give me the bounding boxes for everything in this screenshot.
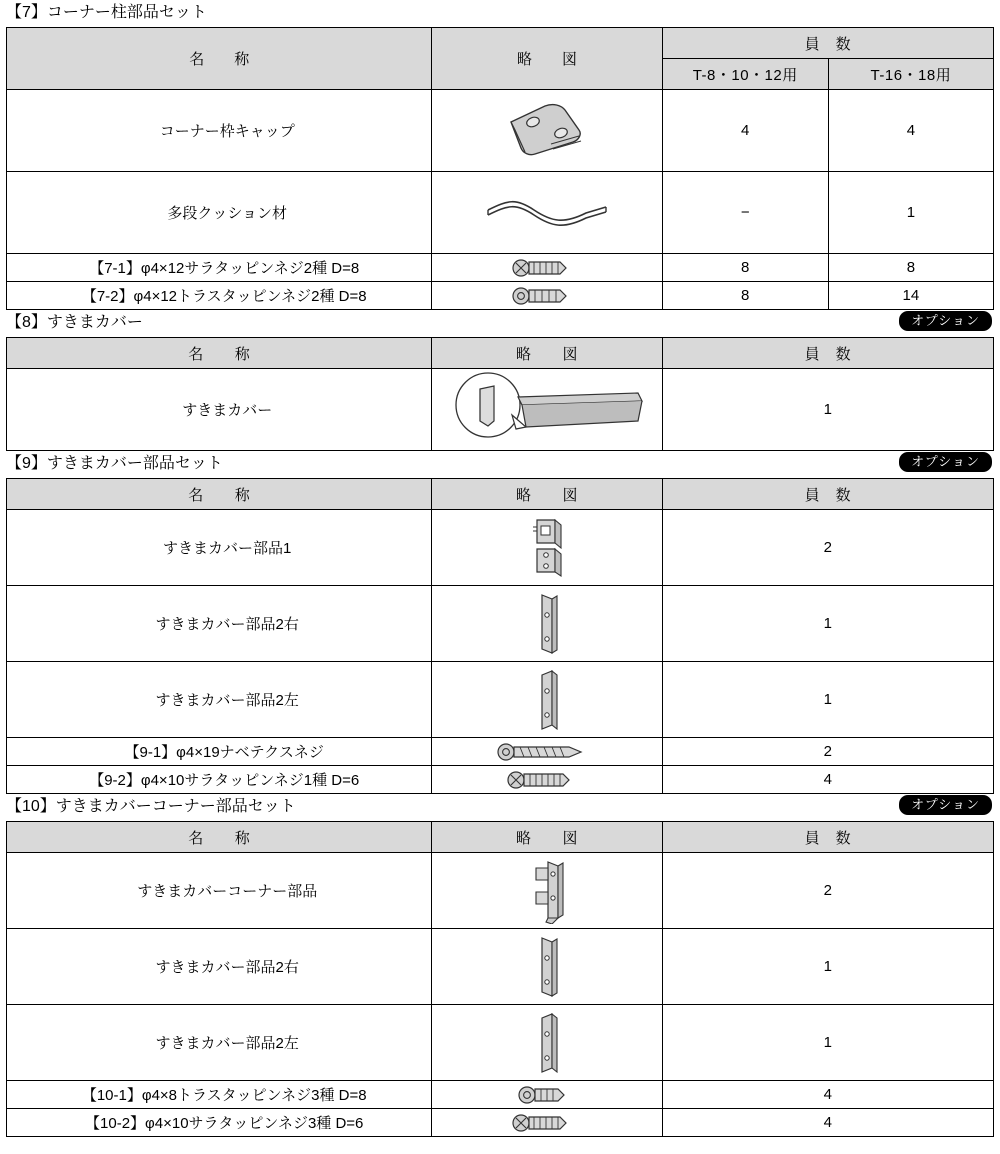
part-qty: 2 bbox=[662, 510, 993, 586]
part-qty-t8: 8 bbox=[662, 254, 828, 282]
part-qty: 2 bbox=[662, 853, 993, 929]
col-header-name: 名 称 bbox=[7, 479, 432, 510]
gap-cover-corner-part-icon bbox=[432, 853, 662, 929]
col-header-qty-t16: T-16・18用 bbox=[828, 59, 993, 90]
flat-head-tapping-screw-icon bbox=[432, 254, 662, 282]
section-title-7 bbox=[0, 0, 1000, 27]
gap-cover-part-2-left-icon bbox=[432, 662, 662, 738]
col-header-figure: 略 図 bbox=[432, 338, 662, 369]
part-name: 多段クッション材 bbox=[7, 172, 432, 254]
part-name: すきまカバー部品2右 bbox=[7, 586, 432, 662]
flat-head-tapping-screw-long-icon bbox=[432, 766, 662, 794]
table-row bbox=[7, 1081, 994, 1109]
col-header-figure: 略 図 bbox=[432, 822, 662, 853]
col-header-name: 名 称 bbox=[7, 338, 432, 369]
col-header-name: 名 称 bbox=[7, 822, 432, 853]
gap-cover-part-2-right-icon bbox=[432, 929, 662, 1005]
part-name: 【10-1】φ4×8トラスタッピンネジ3種 D=8 bbox=[7, 1081, 432, 1109]
option-badge: オプション bbox=[899, 452, 992, 472]
part-name: すきまカバーコーナー部品 bbox=[7, 853, 432, 929]
option-badge: オプション bbox=[899, 311, 992, 331]
corner-frame-cap-icon bbox=[432, 90, 662, 172]
gap-cover-part-2-right-icon bbox=[432, 586, 662, 662]
table-row bbox=[7, 766, 994, 794]
table-row bbox=[7, 1109, 994, 1137]
table-row bbox=[7, 929, 994, 1005]
truss-head-tapping-screw-icon bbox=[432, 282, 662, 310]
part-qty: 4 bbox=[662, 1109, 993, 1137]
table-row bbox=[7, 738, 994, 766]
part-qty: 1 bbox=[662, 586, 993, 662]
part-name: コーナー枠キャップ bbox=[7, 90, 432, 172]
truss-head-tapping-screw-icon bbox=[432, 1081, 662, 1109]
part-qty-t16: 14 bbox=[828, 282, 993, 310]
col-header-qty: 員 数 bbox=[662, 28, 993, 59]
part-name: 【7-1】φ4×12サラタッピンネジ2種 D=8 bbox=[7, 254, 432, 282]
section-title-9-text: 【9】すきまカバー部品セット bbox=[6, 455, 223, 472]
col-header-qty: 員 数 bbox=[662, 479, 993, 510]
part-name: すきまカバー部品2右 bbox=[7, 929, 432, 1005]
part-name: 【9-2】φ4×10サラタッピンネジ1種 D=6 bbox=[7, 766, 432, 794]
section-title-10-text: 【10】すきまカバーコーナー部品セット bbox=[6, 798, 296, 815]
part-qty-t16: 8 bbox=[828, 254, 993, 282]
parts-table-10 bbox=[6, 821, 994, 1137]
part-qty-t8: 8 bbox=[662, 282, 828, 310]
part-qty: 4 bbox=[662, 766, 993, 794]
parts-table-7 bbox=[6, 27, 994, 310]
part-qty: 1 bbox=[662, 662, 993, 738]
col-header-qty: 員 数 bbox=[662, 338, 993, 369]
part-qty: 1 bbox=[662, 1005, 993, 1081]
table-row bbox=[7, 172, 994, 254]
part-qty: 1 bbox=[662, 929, 993, 1005]
section-title-10 bbox=[0, 794, 1000, 821]
part-name: 【10-2】φ4×10サラタッピンネジ3種 D=6 bbox=[7, 1109, 432, 1137]
table-header-row bbox=[7, 338, 994, 369]
table-row bbox=[7, 254, 994, 282]
parts-table-8 bbox=[6, 337, 994, 451]
table-row bbox=[7, 369, 994, 451]
gap-cover-part-2-left-icon bbox=[432, 1005, 662, 1081]
col-header-name: 名 称 bbox=[7, 28, 432, 90]
table-row bbox=[7, 1005, 994, 1081]
pan-head-tex-screw-icon bbox=[432, 738, 662, 766]
col-header-qty: 員 数 bbox=[662, 822, 993, 853]
part-name: すきまカバー bbox=[7, 369, 432, 451]
table-row bbox=[7, 853, 994, 929]
part-name: すきまカバー部品2左 bbox=[7, 662, 432, 738]
table-row bbox=[7, 90, 994, 172]
table-row bbox=[7, 662, 994, 738]
flat-head-tapping-screw-icon bbox=[432, 1109, 662, 1137]
part-qty: 1 bbox=[662, 369, 993, 451]
gap-cover-bar-detail-icon bbox=[432, 369, 662, 451]
part-name: すきまカバー部品1 bbox=[7, 510, 432, 586]
table-header-row bbox=[7, 822, 994, 853]
table-header-row bbox=[7, 28, 994, 59]
section-title-8 bbox=[0, 310, 1000, 337]
table-row bbox=[7, 510, 994, 586]
table-row bbox=[7, 282, 994, 310]
parts-table-9 bbox=[6, 478, 994, 794]
wavy-cushion-icon bbox=[432, 172, 662, 254]
part-qty-t16: 4 bbox=[828, 90, 993, 172]
col-header-qty-t8: T-8・10・12用 bbox=[662, 59, 828, 90]
col-header-figure: 略 図 bbox=[432, 479, 662, 510]
part-qty: 2 bbox=[662, 738, 993, 766]
section-title-9 bbox=[0, 451, 1000, 478]
part-qty-t8: 4 bbox=[662, 90, 828, 172]
part-name: 【9-1】φ4×19ナベテクスネジ bbox=[7, 738, 432, 766]
part-name: 【7-2】φ4×12トラスタッピンネジ2種 D=8 bbox=[7, 282, 432, 310]
part-qty: 4 bbox=[662, 1081, 993, 1109]
section-title-7-text: 【7】コーナー柱部品セット bbox=[6, 4, 207, 21]
gap-cover-part-1-icon bbox=[432, 510, 662, 586]
part-qty-t8: − bbox=[662, 172, 828, 254]
part-qty-t16: 1 bbox=[828, 172, 993, 254]
table-row bbox=[7, 586, 994, 662]
col-header-figure: 略 図 bbox=[432, 28, 662, 90]
section-title-8-text: 【8】すきまカバー bbox=[6, 314, 143, 331]
option-badge: オプション bbox=[899, 795, 992, 815]
part-name: すきまカバー部品2左 bbox=[7, 1005, 432, 1081]
table-header-row bbox=[7, 479, 994, 510]
